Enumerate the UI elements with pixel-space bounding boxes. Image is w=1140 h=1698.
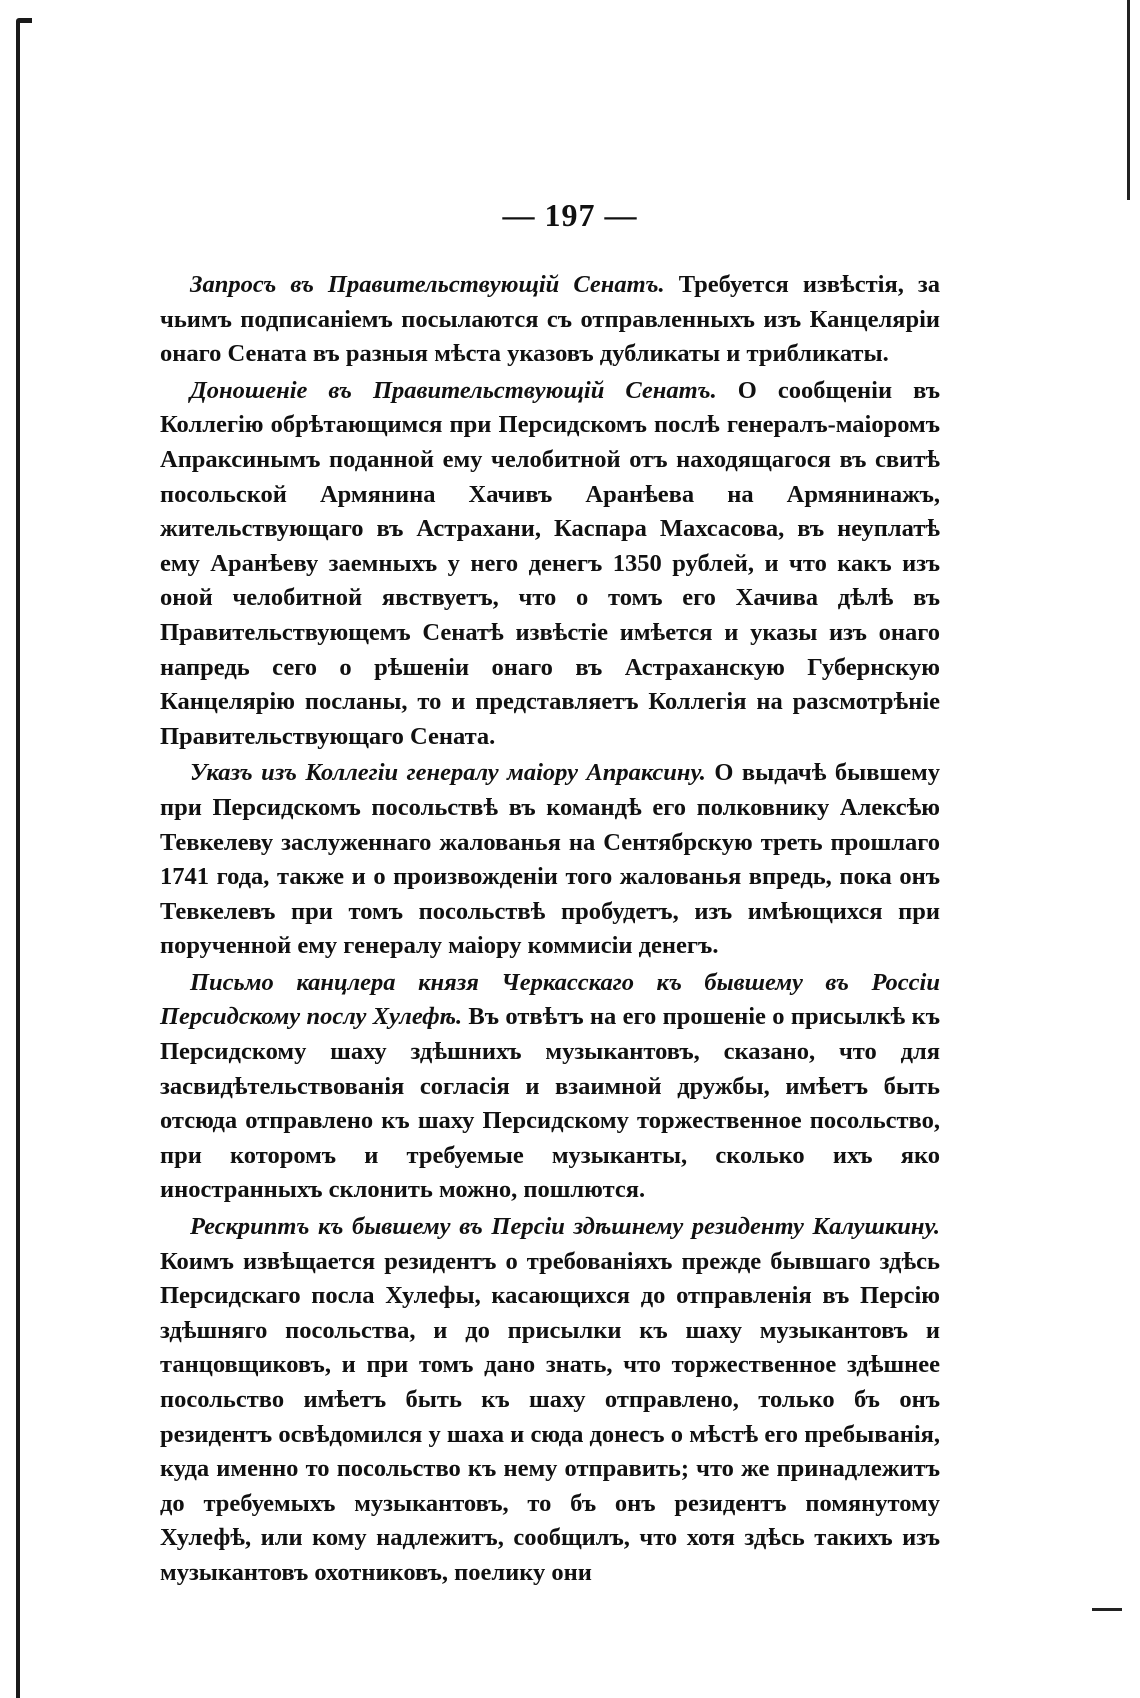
entry-heading: Запросъ въ Правительствующій Сенатъ. bbox=[190, 271, 665, 298]
entry-rescript-kalushkin bbox=[160, 1210, 940, 1591]
scan-border-left bbox=[16, 22, 20, 1698]
entry-body: О сообщеніи въ Коллегію обрѣтающимся при Персидскомъ послѣ генералъ-маіоромъ Апраксинымъ поданной ему челобитной отъ находящагося въ свитѣ посольской Армянина Хачивъ Аранѣева на Армянинажъ, жительствующаго въ Астрахани, Каспара Махсасова, въ неуплатѣ ему Аранѣеву заемныхъ у него денегъ 1350 рублей, и что какъ изъ оной челобитной явствуетъ, что о томъ его Хачива дѣлѣ въ Правительствующемъ Сенатѣ извѣстіе имѣется и указы изъ онаго напредь сего о рѣшеніи онаго въ Астраханскую Губернскую Канцелярію посланы, то и представляетъ Коллегія на разсмотрѣніе Правительствующаго Сената. bbox=[160, 376, 941, 750]
entry-letter-cherkassky bbox=[160, 966, 940, 1208]
entry-decree-apraksin bbox=[160, 756, 940, 964]
entry-heading: Доношеніе въ Правительствующій Сенатъ. bbox=[190, 376, 717, 404]
entry-heading: Письмо канцлера князя Черкасскаго къ бывшему въ Россіи Персидскому послу Хулефѣ. bbox=[160, 968, 940, 1031]
entry-senate-report bbox=[160, 374, 940, 755]
entry-body: Коимъ извѣщается резидентъ о требованіяхъ прежде бывшаго здѣсь Персидскаго посла Хулефы, касающихся до отправленія въ Персію здѣшняго посольства, и до присылки къ шаху музыкантовъ и танцовщиковъ, и при томъ дано знать, что торжественное здѣшнее посольство имѣетъ быть къ шаху отправлено, только бъ онъ резидентъ освѣдомился у шаха и сюда донесъ о мѣстѣ его пребыванія, куда именно то посольство къ нему отправить; что же принадлежитъ до требуемыхъ музыкантовъ, то бъ онъ резидентъ помянутому Хулефѣ, или кому надлежитъ, сообщилъ, что хотя здѣсь такихъ изъ музыкантовъ охотниковъ, поелику они bbox=[160, 1247, 940, 1586]
entry-senate-request bbox=[160, 268, 940, 372]
entry-heading: Указъ изъ Коллегіи генералу маіору Апраксину. bbox=[190, 759, 706, 787]
scan-border-right bbox=[1127, 0, 1130, 200]
entry-body: Требуется извѣстія, за чьимъ подписаніемъ посылаются съ отправленныхъ изъ Канцеляріи онаго Сената въ разныя мѣста указовъ дубликаты и трибликаты. bbox=[160, 271, 940, 368]
entry-heading: Рескриптъ къ бывшему въ Персіи здѣшнему резиденту Калушкину. bbox=[190, 1213, 940, 1241]
entry-body: Въ отвѣтъ на его прошеніе о присылкѣ къ Персидскому шаху здѣшнихъ музыкантовъ, сказано, что для засвидѣтельствованія согласія и взаимной дружбы, имѣетъ быть отсюда отправлено къ шаху Персидскому торжественное посольство, при которомъ и требуемые музыканты, сколько ихъ яко иностранныхъ склонить можно, пошлются. bbox=[160, 1003, 940, 1204]
page-body bbox=[160, 268, 940, 1593]
page-number: — 197 — bbox=[502, 197, 638, 233]
scan-mark-right bbox=[1092, 1608, 1122, 1611]
entry-body: О выдачѣ бывшему при Персидскомъ посольствѣ въ командѣ его полковнику Алексѣю Тевкелеву заслуженнаго жалованья на Сентябрскую треть прошлаго 1741 года, также и о произвожденіи того жалованья впредь, пока онъ Тевкелевъ при томъ посольствѣ пробудетъ, изъ имѣющихся при порученной ему генералу маіору коммисіи денегъ. bbox=[160, 759, 940, 960]
